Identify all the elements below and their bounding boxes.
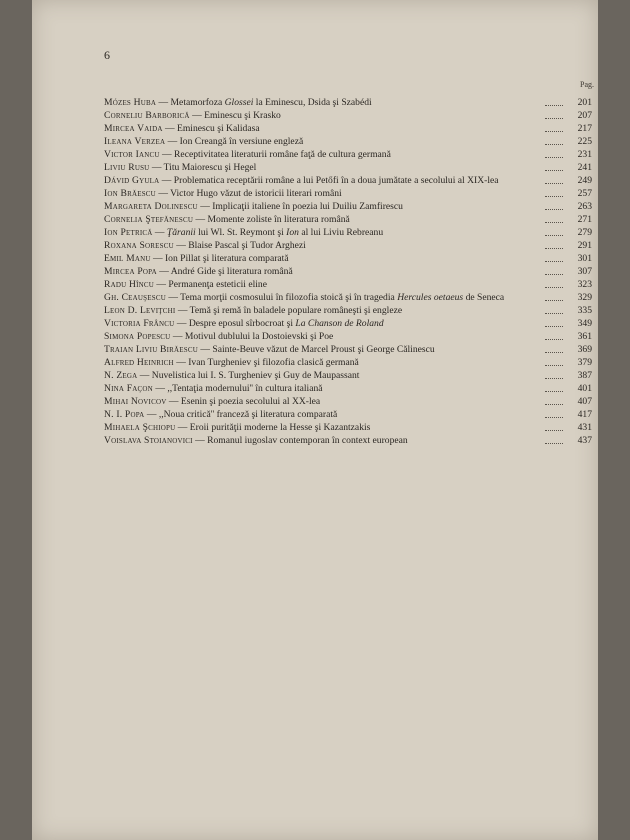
toc-leader-dots [545, 260, 563, 262]
toc-page-number: 231 [577, 149, 592, 160]
toc-title: Momente zoliste în literatura română [207, 214, 350, 225]
toc-leader-dots [545, 156, 563, 158]
toc-entry [104, 122, 594, 135]
toc-separator: — [198, 344, 213, 355]
toc-author: Alfred Heinrich [104, 357, 174, 368]
toc-page-number: 257 [577, 188, 592, 199]
toc-leader-dots [545, 351, 563, 353]
toc-separator: — [149, 162, 164, 173]
toc-title: Motivul dublului la Dostoievski şi Poe [184, 331, 334, 342]
toc-entry [104, 330, 594, 343]
page-column-header: Pag. [580, 80, 594, 89]
toc-title: la Eminescu, Dsida şi Szabédi [253, 97, 372, 108]
toc-entry [104, 226, 594, 239]
toc-entry [104, 278, 594, 291]
toc-author: Simona Popescu [104, 331, 171, 342]
toc-author: Mircea Vaida [104, 123, 163, 134]
toc-page-number: 207 [577, 110, 592, 121]
toc-leader-dots [545, 364, 563, 366]
toc-entry [104, 239, 594, 252]
toc-author: Mózes Huba [104, 97, 157, 108]
toc-author: Victoria Frâncu [104, 318, 175, 329]
toc-title: de Seneca [463, 292, 505, 303]
toc-leader-dots [545, 143, 563, 145]
toc-leader-dots [545, 312, 563, 314]
toc-author: Corneliu Barborică [104, 110, 190, 121]
toc-separator: — [155, 188, 171, 199]
toc-entry-text [104, 304, 541, 317]
toc-entry-text [104, 265, 541, 278]
toc-leader-dots [545, 195, 563, 197]
toc-leader-dots [545, 221, 563, 223]
toc-leader-dots [545, 403, 563, 405]
table-of-contents [104, 96, 594, 447]
toc-entry-text [104, 330, 541, 343]
toc-separator: — [152, 227, 167, 238]
toc-author: N. Zega [104, 370, 138, 381]
toc-entry-text [104, 226, 541, 239]
toc-leader-dots [545, 442, 563, 444]
toc-entry [104, 291, 594, 304]
toc-title: Eminescu şi Krasko [204, 110, 281, 121]
toc-entry [104, 317, 594, 330]
toc-separator: — [137, 370, 152, 381]
toc-author: N. I. Popa [104, 409, 145, 420]
toc-title: Sainte-Beuve văzut de Marcel Proust şi George Călinescu [212, 344, 435, 355]
toc-title: Temă şi remă în baladele populare româneşti şi engleze [189, 305, 403, 316]
toc-page-number: 225 [577, 136, 592, 147]
toc-leader-dots [545, 377, 563, 379]
toc-author: Cornelia Ştefănescu [104, 214, 194, 225]
toc-title: al lui Liviu Rebreanu [298, 227, 384, 238]
toc-separator: — [197, 201, 213, 212]
toc-page-number: 417 [577, 409, 592, 420]
toc-separator: — [165, 136, 180, 147]
toc-author: Liviu Rusu [104, 162, 150, 173]
toc-page-number: 291 [577, 240, 592, 251]
toc-title: Titu Maiorescu şi Hegel [163, 162, 257, 173]
toc-separator: — [170, 331, 185, 342]
toc-separator: — [159, 149, 175, 160]
toc-author: Nina Façon [104, 383, 153, 394]
toc-separator: — [150, 253, 165, 264]
toc-page-number: 335 [577, 305, 592, 316]
toc-entry-text [104, 382, 541, 395]
toc-author: Roxana Sorescu [104, 240, 174, 251]
toc-separator: — [175, 422, 190, 433]
toc-separator: — [156, 266, 171, 277]
toc-title: Esenin şi poezia secolului al XX-lea [180, 396, 321, 407]
toc-separator: — [175, 305, 190, 316]
toc-title: Hercules oetaeus [397, 292, 464, 303]
toc-leader-dots [545, 182, 563, 184]
page-number: 6 [104, 48, 110, 62]
toc-title: Eroii purităţii moderne la Hesse şi Kazantzakis [189, 422, 371, 433]
toc-separator: — [152, 383, 168, 394]
toc-leader-dots [545, 117, 563, 119]
toc-page-number: 307 [577, 266, 592, 277]
toc-entry [104, 200, 594, 213]
toc-entry [104, 408, 594, 421]
toc-title: Ivan Turgheniev şi filozofia clasică germană [188, 357, 359, 368]
toc-title: La Chanson de Roland [295, 318, 384, 329]
toc-author: Mircea Popa [104, 266, 157, 277]
toc-page-number: 437 [577, 435, 592, 446]
toc-entry [104, 187, 594, 200]
toc-leader-dots [545, 286, 563, 288]
toc-author: Ion Brăescu [104, 188, 156, 199]
toc-page-number: 217 [577, 123, 592, 134]
toc-separator: — [189, 110, 205, 121]
toc-author: Margareta Dolinescu [104, 201, 198, 212]
toc-page-number: 401 [577, 383, 592, 394]
toc-entry [104, 395, 594, 408]
toc-entry [104, 421, 594, 434]
toc-entry-text [104, 421, 541, 434]
toc-separator: — [193, 214, 208, 225]
toc-entry [104, 161, 594, 174]
toc-author: Emil Manu [104, 253, 151, 264]
toc-entry [104, 96, 594, 109]
toc-separator: — [192, 435, 208, 446]
toc-author: Victor Iancu [104, 149, 160, 160]
toc-title: Receptivitatea literaturii române faţă de cultura germană [174, 149, 391, 160]
toc-leader-dots [545, 338, 563, 340]
toc-author: Leon D. Leviţchi [104, 305, 176, 316]
toc-entry [104, 343, 594, 356]
toc-entry-text [104, 96, 541, 109]
toc-page-number: 379 [577, 357, 592, 368]
toc-entry [104, 265, 594, 278]
toc-author: Ileana Verzea [104, 136, 166, 147]
toc-author: Voislava Stoianovici [104, 435, 193, 446]
toc-leader-dots [545, 299, 563, 301]
toc-page-number: 301 [577, 253, 592, 264]
toc-entry-text [104, 252, 541, 265]
toc-leader-dots [545, 130, 563, 132]
toc-separator: — [173, 357, 189, 368]
toc-leader-dots [545, 325, 563, 327]
toc-page-number: 279 [577, 227, 592, 238]
toc-title: Ion Pillat şi literatura comparată [164, 253, 289, 264]
toc-title: Tema morţii cosmosului în filozofia stoică şi în tragedia [180, 292, 398, 303]
toc-author: Radu Hîncu [104, 279, 155, 290]
toc-title: Ţăranii [166, 227, 196, 238]
toc-separator: — [165, 292, 181, 303]
toc-page-number: 369 [577, 344, 592, 355]
toc-title: Glossei [224, 97, 254, 108]
toc-title: lui Wl. St. Reymont şi [195, 227, 287, 238]
toc-title: Victor Hugo văzut de istoricii literari români [170, 188, 342, 199]
toc-entry [104, 148, 594, 161]
toc-title: Problematica receptării române a lui Petőfi în a doua jumătate a secolului al XIX-lea [173, 175, 499, 186]
toc-page-number: 361 [577, 331, 592, 342]
toc-author: Dávid Gyula [104, 175, 160, 186]
toc-title: Metamorfoza [170, 97, 225, 108]
toc-leader-dots [545, 273, 563, 275]
toc-entry-text [104, 174, 541, 187]
toc-page-number: 407 [577, 396, 592, 407]
toc-author: Mihai Novicov [104, 396, 167, 407]
toc-entry-text [104, 291, 541, 304]
toc-entry-text [104, 109, 541, 122]
toc-entry-text [104, 200, 541, 213]
toc-entry [104, 252, 594, 265]
toc-page-number: 387 [577, 370, 592, 381]
toc-separator: — [166, 396, 181, 407]
toc-entry-text [104, 122, 541, 135]
toc-entry-text [104, 148, 541, 161]
toc-entry [104, 382, 594, 395]
toc-title: André Gide şi literatura română [170, 266, 293, 277]
toc-page-number: 323 [577, 279, 592, 290]
toc-leader-dots [545, 429, 563, 431]
toc-entry [104, 213, 594, 226]
toc-leader-dots [545, 169, 563, 171]
toc-entry-text [104, 135, 541, 148]
toc-entry-text [104, 239, 541, 252]
toc-separator: — [144, 409, 159, 420]
toc-title: ,,Tentaţia modernului'' în cultura italiană [167, 383, 323, 394]
toc-page-number: 241 [577, 162, 592, 173]
toc-title: Despre eposul sîrbocroat şi [188, 318, 296, 329]
toc-separator: — [156, 97, 171, 108]
toc-title: Permanenţa esteticii eline [168, 279, 267, 290]
toc-entry-text [104, 213, 541, 226]
toc-title: Eminescu şi Kalidasa [176, 123, 260, 134]
toc-separator: — [174, 318, 189, 329]
toc-entry-text [104, 317, 541, 330]
toc-entry [104, 135, 594, 148]
toc-page-number: 201 [577, 97, 592, 108]
toc-entry [104, 174, 594, 187]
toc-entry-text [104, 187, 541, 200]
toc-entry-text [104, 434, 541, 447]
toc-entry [104, 369, 594, 382]
toc-entry-text [104, 369, 541, 382]
toc-entry-text [104, 408, 541, 421]
toc-title: Romanul iugoslav contemporan în context european [207, 435, 408, 446]
toc-entry [104, 356, 594, 369]
toc-entry-text [104, 161, 541, 174]
toc-author: Mihaela Şchiopu [104, 422, 176, 433]
toc-page-number: 271 [577, 214, 592, 225]
toc-title: ,,Noua critică'' franceză şi literatura comparată [158, 409, 338, 420]
toc-title: Ion Creangă în versiune engleză [179, 136, 304, 147]
toc-separator: — [154, 279, 169, 290]
toc-entry-text [104, 356, 541, 369]
toc-entry-text [104, 278, 541, 291]
toc-leader-dots [545, 247, 563, 249]
toc-title: Nuvelistica lui I. S. Turgheniev şi Guy de Maupassant [151, 370, 360, 381]
toc-entry-text [104, 343, 541, 356]
toc-leader-dots [545, 104, 563, 106]
toc-page-number: 263 [577, 201, 592, 212]
toc-author: Gh. Ceauşescu [104, 292, 166, 303]
book-page [32, 0, 598, 840]
toc-page-number: 431 [577, 422, 592, 433]
toc-title: Ion [286, 227, 299, 238]
toc-page-number: 249 [577, 175, 592, 186]
toc-separator: — [159, 175, 174, 186]
toc-page-number: 329 [577, 292, 592, 303]
toc-page-number: 349 [577, 318, 592, 329]
toc-entry [104, 304, 594, 317]
toc-leader-dots [545, 416, 563, 418]
toc-title: Implicaţii italiene în poezia lui Duiliu Zamfirescu [212, 201, 403, 212]
toc-author: Traian Liviu Birăescu [104, 344, 199, 355]
toc-title: Blaise Pascal şi Tudor Arghezi [188, 240, 306, 251]
toc-leader-dots [545, 390, 563, 392]
toc-author: Ion Petrică [104, 227, 153, 238]
toc-leader-dots [545, 208, 563, 210]
toc-separator: — [162, 123, 177, 134]
toc-separator: — [173, 240, 189, 251]
toc-entry [104, 434, 594, 447]
toc-leader-dots [545, 234, 563, 236]
toc-entry-text [104, 395, 541, 408]
toc-entry [104, 109, 594, 122]
